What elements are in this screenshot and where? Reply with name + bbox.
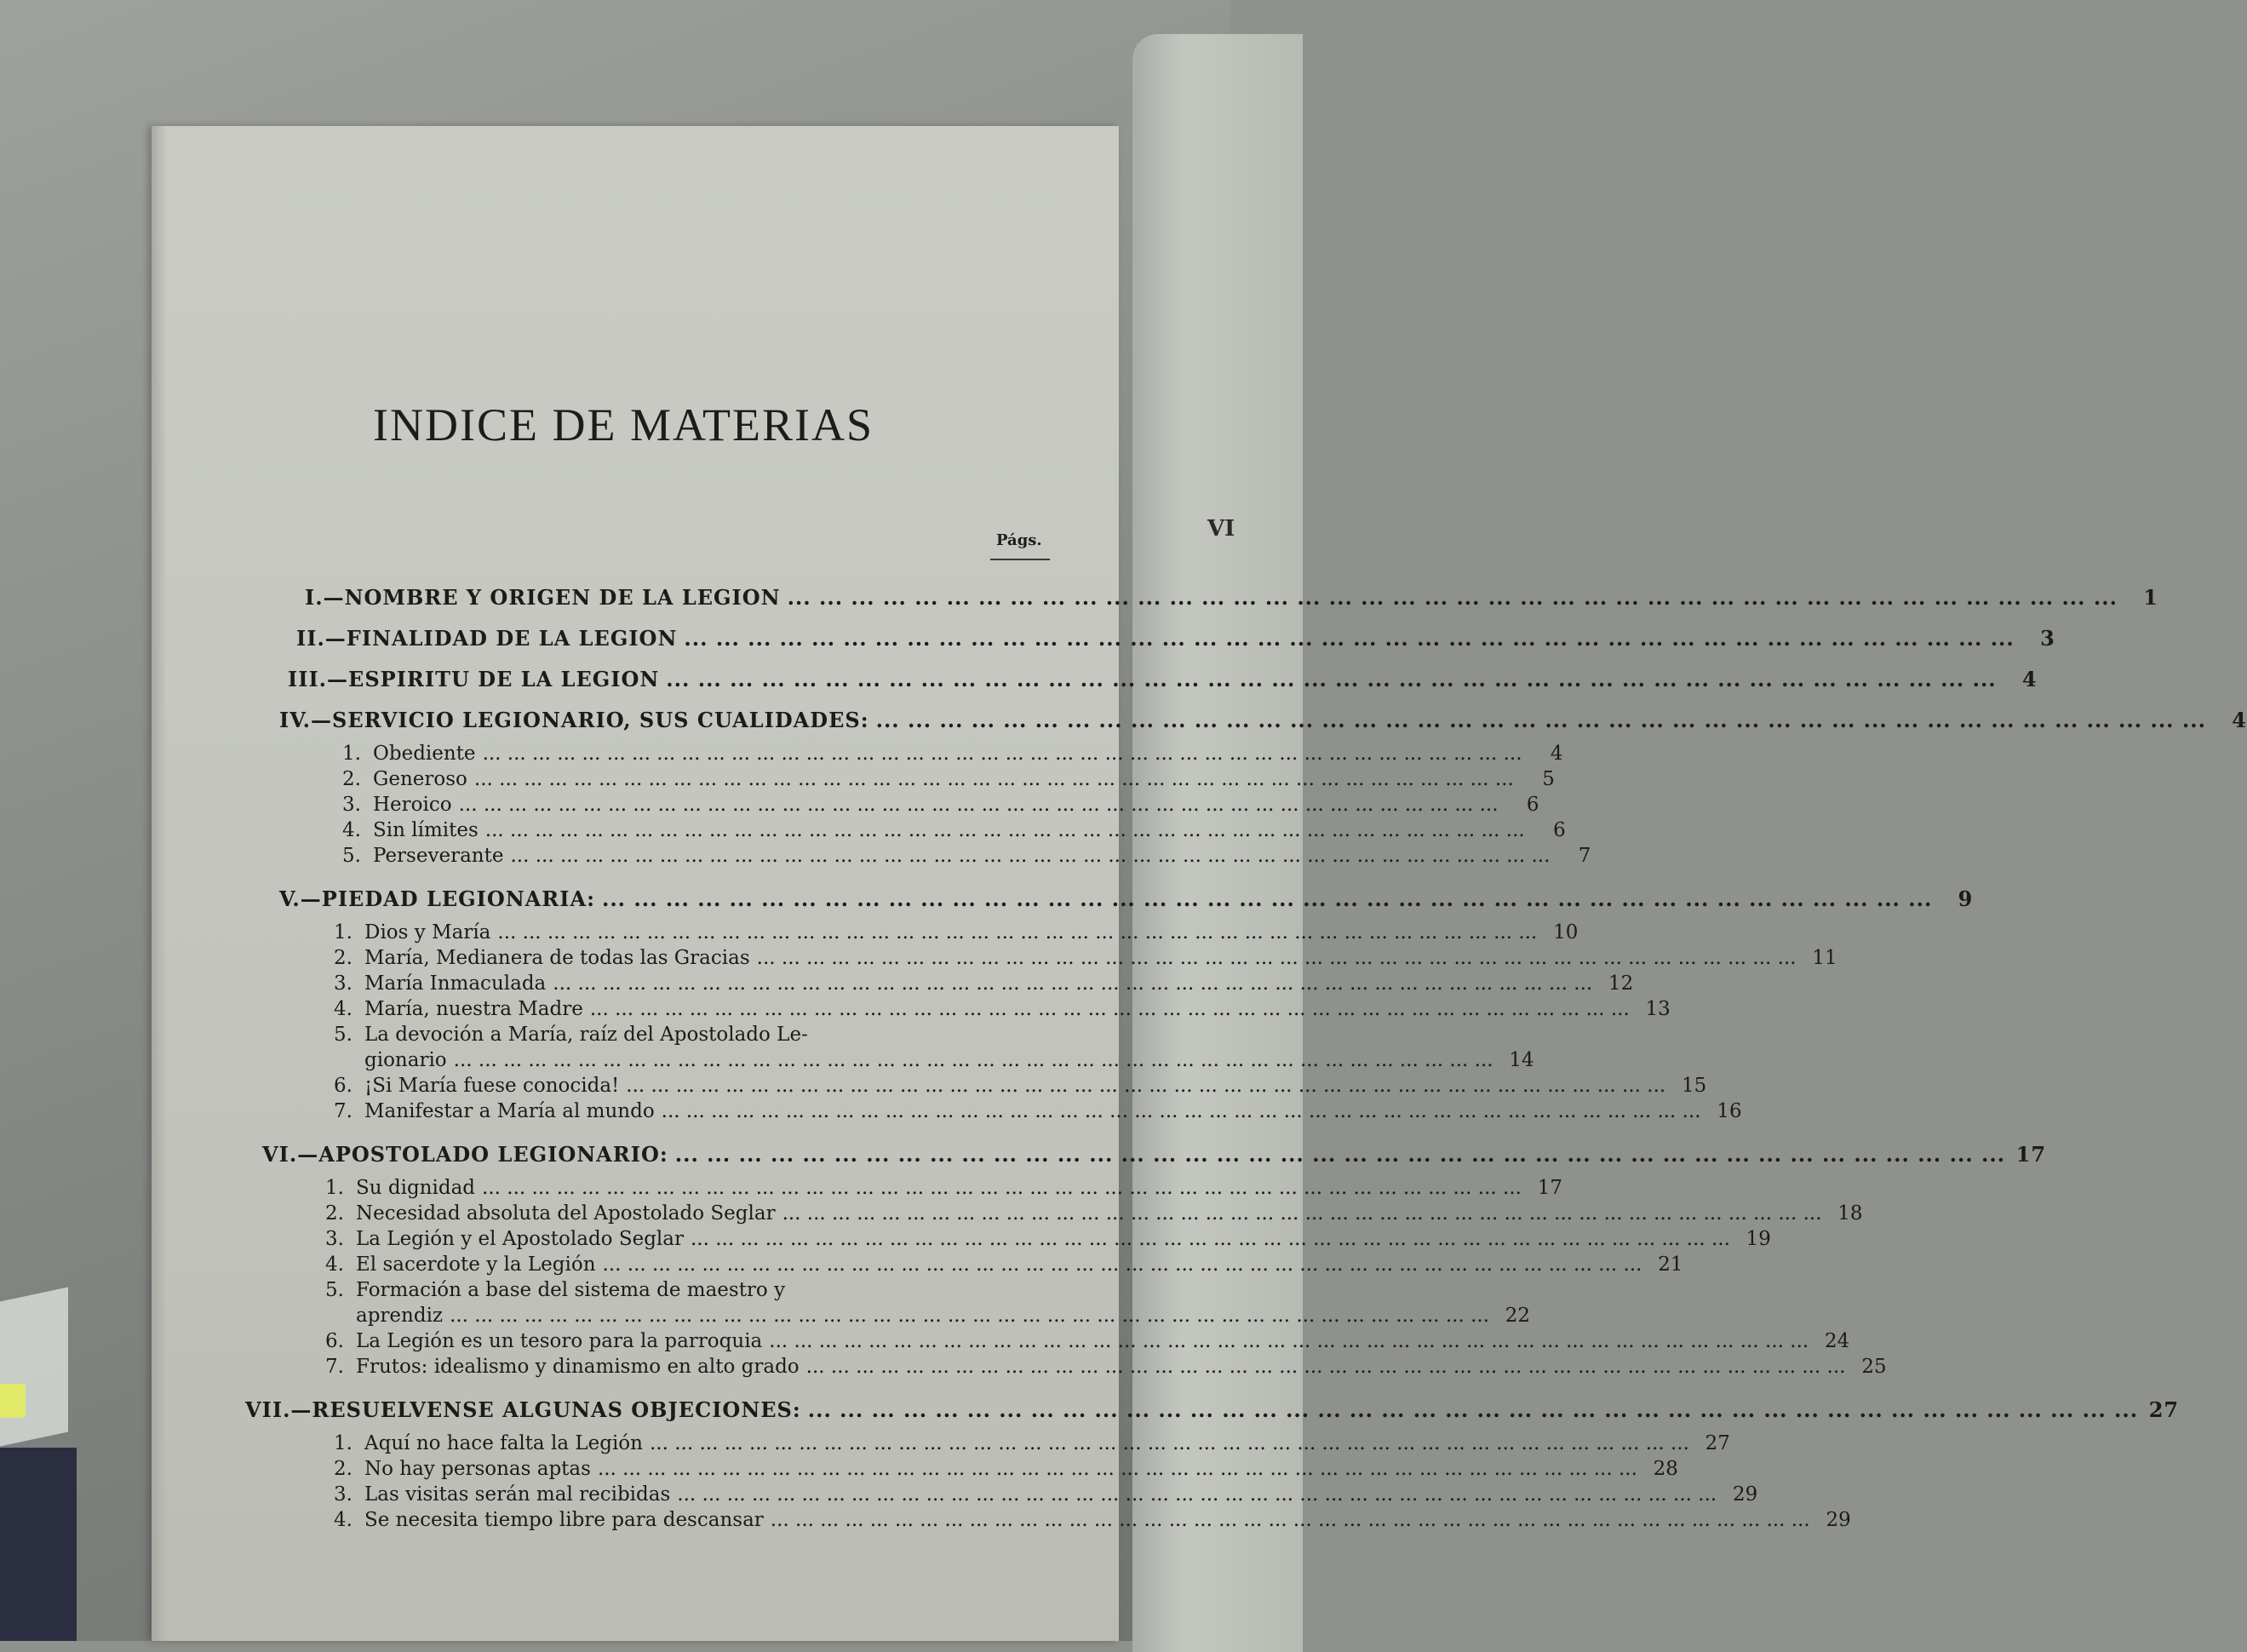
entry-title: Dios y María: [364, 921, 491, 944]
toc-entry: [228, 1303, 1531, 1328]
toc-entry: [228, 945, 1837, 971]
entry-title: Obediente: [373, 743, 476, 765]
entry-title: La Legión y el Apostolado Seglar: [356, 1228, 684, 1250]
toc-chapter: [228, 1390, 2180, 1431]
section-gap: [228, 1124, 1063, 1134]
book-page: [152, 126, 2247, 1641]
entry-title: Perseverante: [373, 845, 504, 867]
toc-entry: [228, 792, 1539, 817]
toc-entry: [228, 1277, 1063, 1303]
toc-chapter: [228, 577, 2158, 618]
entry-number: 2.: [334, 947, 353, 969]
dot-leader: ... ... ... ... ... ... ... ... ... ... ... ... ... ... ... ... ... ... ... ... ... ... ... ... ... ... ... ... ... ... ... ... ... ... ... ... ... ... ... ... ... ...: [674, 1142, 2006, 1167]
entry-number: 2.: [342, 768, 361, 790]
toc-entry: [228, 1456, 1678, 1482]
dot-leader: ... ... ... ... ... ... ... ... ... ... ... ... ... ... ... ... ... ... ... ... ... ... ... ... ... ... ... ... ... ... ... ... ... ... ... ... ... ... ... ... ... ...: [677, 1483, 1717, 1506]
yellow-sticker: [0, 1384, 26, 1418]
toc-chapter: [228, 700, 2247, 741]
dot-leader: ... ... ... ... ... ... ... ... ... ... ... ... ... ... ... ... ... ... ... ... ... ... ... ... ... ... ... ... ... ... ... ... ... ... ... ... ... ... ... ... ... ...: [589, 998, 1630, 1020]
entry-page-number: 4: [1550, 743, 1563, 765]
entry-number: 5.: [342, 845, 361, 867]
dot-leader: ... ... ... ... ... ... ... ... ... ... ... ... ... ... ... ... ... ... ... ... ... ... ... ... ... ... ... ... ... ... ... ... ... ... ... ... ... ... ... ... ... ...: [649, 1432, 1689, 1454]
entry-number: 1.: [334, 1432, 353, 1454]
toc-entry: [228, 1354, 1887, 1380]
dark-fabric: [0, 1448, 77, 1641]
chapter-page-number: 17: [2015, 1142, 2047, 1167]
dot-leader: ... ... ... ... ... ... ... ... ... ... ... ... ... ... ... ... ... ... ... ... ... ... ... ... ... ... ... ... ... ... ... ... ... ... ... ... ... ... ... ... ... ...: [770, 1509, 1810, 1531]
entry-number: 1.: [334, 921, 353, 944]
dot-leader: ... ... ... ... ... ... ... ... ... ... ... ... ... ... ... ... ... ... ... ... ... ... ... ... ... ... ... ... ... ... ... ... ... ... ... ... ... ... ... ... ... ...: [782, 1202, 1822, 1225]
entry-number: 3.: [325, 1228, 344, 1250]
entry-page-number: 7: [1578, 845, 1591, 867]
entry-number: 7.: [325, 1356, 344, 1378]
entry-number: 6.: [334, 1075, 353, 1097]
toc-chapter: [228, 618, 2055, 659]
entry-title: Las visitas serán mal recibidas: [364, 1483, 671, 1506]
entry-title: Sin límites: [373, 819, 479, 841]
dot-leader: ... ... ... ... ... ... ... ... ... ... ... ... ... ... ... ... ... ... ... ... ... ... ... ... ... ... ... ... ... ... ... ... ... ... ... ... ... ... ... ... ... ...: [482, 1177, 1522, 1199]
chapter-page-number: 4: [2021, 667, 2038, 691]
dot-leader: ... ... ... ... ... ... ... ... ... ... ... ... ... ... ... ... ... ... ... ... ... ... ... ... ... ... ... ... ... ... ... ... ... ... ... ... ... ... ... ... ... ...: [458, 794, 1499, 816]
entry-number: 4.: [334, 1509, 353, 1531]
dot-leader: ... ... ... ... ... ... ... ... ... ... ... ... ... ... ... ... ... ... ... ... ... ... ... ... ... ... ... ... ... ... ... ... ... ... ... ... ... ... ... ... ... ...: [661, 1100, 1701, 1122]
table-of-contents: [228, 577, 2247, 1533]
dot-leader: ... ... ... ... ... ... ... ... ... ... ... ... ... ... ... ... ... ... ... ... ... ... ... ... ... ... ... ... ... ... ... ... ... ... ... ... ... ... ... ... ... ...: [497, 921, 1538, 944]
dot-leader: ... ... ... ... ... ... ... ... ... ... ... ... ... ... ... ... ... ... ... ... ... ... ... ... ... ... ... ... ... ... ... ... ... ... ... ... ... ... ... ... ... ...: [787, 585, 2118, 610]
entry-page-number: 14: [1509, 1049, 1534, 1071]
entry-page-number: 25: [1861, 1356, 1887, 1378]
entry-title: La devoción a María, raíz del Apostolado Le-: [364, 1024, 808, 1046]
entry-page-number: 19: [1745, 1228, 1771, 1250]
entry-title: María, Medianera de todas las Gracias: [364, 947, 750, 969]
entry-number: 3.: [334, 1483, 353, 1506]
toc-entry: [228, 1507, 1851, 1533]
entry-number: 5.: [334, 1024, 353, 1046]
dot-leader: ... ... ... ... ... ... ... ... ... ... ... ... ... ... ... ... ... ... ... ... ... ... ... ... ... ... ... ... ... ... ... ... ... ... ... ... ... ... ... ... ... ...: [473, 768, 1514, 790]
toc-entry: [228, 1328, 1850, 1354]
entry-title: Heroico: [373, 794, 452, 816]
entry-number: 1.: [342, 743, 361, 765]
section-gap: [228, 869, 1063, 879]
chapter-title: VI.—APOSTOLADO LEGIONARIO:: [262, 1142, 668, 1167]
toc-entry: [228, 1098, 1742, 1124]
toc-entry: [228, 1047, 1534, 1073]
entry-page-number: 21: [1658, 1253, 1683, 1276]
dot-leader: ... ... ... ... ... ... ... ... ... ... ... ... ... ... ... ... ... ... ... ... ... ... ... ... ... ... ... ... ... ... ... ... ... ... ... ... ... ... ... ... ... ...: [602, 1253, 1642, 1276]
entry-page-number: 6: [1526, 794, 1539, 816]
dot-leader: ... ... ... ... ... ... ... ... ... ... ... ... ... ... ... ... ... ... ... ... ... ... ... ... ... ... ... ... ... ... ... ... ... ... ... ... ... ... ... ... ... ...: [666, 667, 1997, 691]
entry-page-number: 24: [1824, 1330, 1850, 1352]
entry-title: Necesidad absoluta del Apostolado Seglar: [356, 1202, 776, 1225]
entry-number: 4.: [325, 1253, 344, 1276]
entry-number: 7.: [334, 1100, 353, 1122]
chapter-page-number: 4: [2232, 708, 2247, 732]
entry-title: María Inmaculada: [364, 972, 547, 995]
entry-page-number: 28: [1653, 1458, 1678, 1480]
entry-page-number: 6: [1553, 819, 1566, 841]
entry-title: No hay personas aptas: [364, 1458, 591, 1480]
chapter-page-number: 27: [2148, 1397, 2180, 1422]
toc-chapter: [228, 1134, 2047, 1175]
dot-leader: ... ... ... ... ... ... ... ... ... ... ... ... ... ... ... ... ... ... ... ... ... ... ... ... ... ... ... ... ... ... ... ... ... ... ... ... ... ... ... ... ... ...: [482, 743, 1522, 765]
entry-title: Se necesita tiempo libre para descansar: [364, 1509, 764, 1531]
entry-page-number: 5: [1542, 768, 1555, 790]
chapter-page-number: 3: [2040, 626, 2055, 651]
dot-leader: ... ... ... ... ... ... ... ... ... ... ... ... ... ... ... ... ... ... ... ... ... ... ... ... ... ... ... ... ... ... ... ... ... ... ... ... ... ... ... ... ... ...: [601, 886, 1933, 911]
entry-number: 6.: [325, 1330, 344, 1352]
entry-page-number: 17: [1537, 1177, 1562, 1199]
entry-number: 3.: [342, 794, 361, 816]
entry-page-number: 27: [1705, 1432, 1730, 1454]
pages-column-label: Págs.: [996, 531, 1042, 549]
entry-number: 2.: [334, 1458, 353, 1480]
dot-leader: ... ... ... ... ... ... ... ... ... ... ... ... ... ... ... ... ... ... ... ... ... ... ... ... ... ... ... ... ... ... ... ... ... ... ... ... ... ... ... ... ... ...: [510, 845, 1551, 867]
entry-page-number: 12: [1608, 972, 1634, 995]
toc-entry: [228, 1431, 1730, 1456]
dot-leader: ... ... ... ... ... ... ... ... ... ... ... ... ... ... ... ... ... ... ... ... ... ... ... ... ... ... ... ... ... ... ... ... ... ... ... ... ... ... ... ... ... ...: [597, 1458, 1637, 1480]
dot-leader: ... ... ... ... ... ... ... ... ... ... ... ... ... ... ... ... ... ... ... ... ... ... ... ... ... ... ... ... ... ... ... ... ... ... ... ... ... ... ... ... ... ...: [805, 1356, 1846, 1378]
dot-leader: ... ... ... ... ... ... ... ... ... ... ... ... ... ... ... ... ... ... ... ... ... ... ... ... ... ... ... ... ... ... ... ... ... ... ... ... ... ... ... ... ... ...: [450, 1305, 1490, 1327]
entry-title: La Legión es un tesoro para la parroquia: [356, 1330, 763, 1352]
toc-chapter: [228, 879, 1974, 920]
chapter-title: I.—NOMBRE Y ORIGEN DE LA LEGION: [305, 585, 781, 610]
toc-entry: [228, 920, 1579, 945]
entry-title: ¡Si María fuese conocida!: [364, 1075, 620, 1097]
dot-leader: ... ... ... ... ... ... ... ... ... ... ... ... ... ... ... ... ... ... ... ... ... ... ... ... ... ... ... ... ... ... ... ... ... ... ... ... ... ... ... ... ... ...: [769, 1330, 1809, 1352]
page-title: INDICE DE MATERIAS: [373, 399, 874, 450]
entry-number: 5.: [325, 1279, 344, 1301]
toc-entry: [228, 1073, 1707, 1098]
entry-page-number: 29: [1826, 1509, 1851, 1531]
chapter-title: II.—FINALIDAD DE LA LEGION: [296, 626, 678, 651]
dot-leader: ... ... ... ... ... ... ... ... ... ... ... ... ... ... ... ... ... ... ... ... ... ... ... ... ... ... ... ... ... ... ... ... ... ... ... ... ... ... ... ... ... ...: [453, 1049, 1493, 1071]
entry-page-number: 11: [1812, 947, 1837, 969]
entry-title: El sacerdote y la Legión: [356, 1253, 596, 1276]
dot-leader: ... ... ... ... ... ... ... ... ... ... ... ... ... ... ... ... ... ... ... ... ... ... ... ... ... ... ... ... ... ... ... ... ... ... ... ... ... ... ... ... ... ...: [484, 819, 1525, 841]
entry-title: María, nuestra Madre: [364, 998, 583, 1020]
dot-leader: ... ... ... ... ... ... ... ... ... ... ... ... ... ... ... ... ... ... ... ... ... ... ... ... ... ... ... ... ... ... ... ... ... ... ... ... ... ... ... ... ... ...: [691, 1228, 1730, 1250]
entry-number: 2.: [325, 1202, 344, 1225]
adjacent-page-fragment: VI: [1207, 516, 1235, 542]
entry-title: Formación a base del sistema de maestro y: [356, 1279, 786, 1301]
toc-entry: [228, 1201, 1863, 1226]
entry-title: Generoso: [373, 768, 467, 790]
entry-page-number: 29: [1732, 1483, 1758, 1506]
chapter-title: III.—ESPIRITU DE LA LEGION: [288, 667, 660, 691]
entry-number: 1.: [325, 1177, 344, 1199]
entry-page-number: 16: [1717, 1100, 1742, 1122]
toc-entry: [228, 1252, 1683, 1277]
chapter-title: VII.—RESUELVENSE ALGUNAS OBJECIONES:: [245, 1397, 801, 1422]
entry-number: 3.: [334, 972, 353, 995]
entry-page-number: 10: [1553, 921, 1579, 944]
entry-title: Aquí no hace falta la Legión: [364, 1432, 643, 1454]
chapter-page-number: 9: [1958, 886, 1974, 911]
entry-number: 4.: [334, 998, 353, 1020]
entry-title: Manifestar a María al mundo: [364, 1100, 655, 1122]
toc-entry: [228, 1022, 1063, 1047]
entry-title: Su dignidad: [356, 1177, 476, 1199]
entry-page-number: 13: [1645, 998, 1671, 1020]
dot-leader: ... ... ... ... ... ... ... ... ... ... ... ... ... ... ... ... ... ... ... ... ... ... ... ... ... ... ... ... ... ... ... ... ... ... ... ... ... ... ... ... ... ...: [875, 708, 2206, 732]
toc-entry: [228, 843, 1591, 869]
toc-entry: [228, 766, 1555, 792]
chapter-title: IV.—SERVICIO LEGIONARIO, SUS CUALIDADES:: [279, 708, 869, 732]
toc-entry: [228, 996, 1671, 1022]
toc-chapter: [228, 659, 2038, 700]
chapter-page-number: 1: [2143, 585, 2158, 610]
dot-leader: ... ... ... ... ... ... ... ... ... ... ... ... ... ... ... ... ... ... ... ... ... ... ... ... ... ... ... ... ... ... ... ... ... ... ... ... ... ... ... ... ... ...: [807, 1397, 2139, 1422]
entry-page-number: 18: [1837, 1202, 1863, 1225]
pages-label-underline: [990, 559, 1050, 560]
toc-entry: [228, 1482, 1758, 1507]
dot-leader: ... ... ... ... ... ... ... ... ... ... ... ... ... ... ... ... ... ... ... ... ... ... ... ... ... ... ... ... ... ... ... ... ... ... ... ... ... ... ... ... ... ...: [684, 626, 2015, 651]
entry-page-number: 15: [1681, 1075, 1707, 1097]
chapter-title: V.—PIEDAD LEGIONARIA:: [279, 886, 595, 911]
entry-title: Frutos: idealismo y dinamismo en alto grado: [356, 1356, 800, 1378]
dot-leader: ... ... ... ... ... ... ... ... ... ... ... ... ... ... ... ... ... ... ... ... ... ... ... ... ... ... ... ... ... ... ... ... ... ... ... ... ... ... ... ... ... ...: [553, 972, 1593, 995]
toc-entry: [228, 817, 1566, 843]
toc-entry: [228, 1175, 1562, 1201]
toc-entry: [228, 1226, 1771, 1252]
dot-leader: ... ... ... ... ... ... ... ... ... ... ... ... ... ... ... ... ... ... ... ... ... ... ... ... ... ... ... ... ... ... ... ... ... ... ... ... ... ... ... ... ... ...: [626, 1075, 1666, 1097]
toc-entry: [228, 971, 1634, 996]
dot-leader: ... ... ... ... ... ... ... ... ... ... ... ... ... ... ... ... ... ... ... ... ... ... ... ... ... ... ... ... ... ... ... ... ... ... ... ... ... ... ... ... ... ...: [756, 947, 1797, 969]
entry-title: gionario: [364, 1049, 447, 1071]
section-gap: [228, 1380, 1063, 1390]
entry-title: aprendiz: [356, 1305, 444, 1327]
tape-strip: [0, 1287, 68, 1446]
toc-entry: [228, 741, 1563, 766]
entry-number: 4.: [342, 819, 361, 841]
entry-page-number: 22: [1505, 1305, 1531, 1327]
